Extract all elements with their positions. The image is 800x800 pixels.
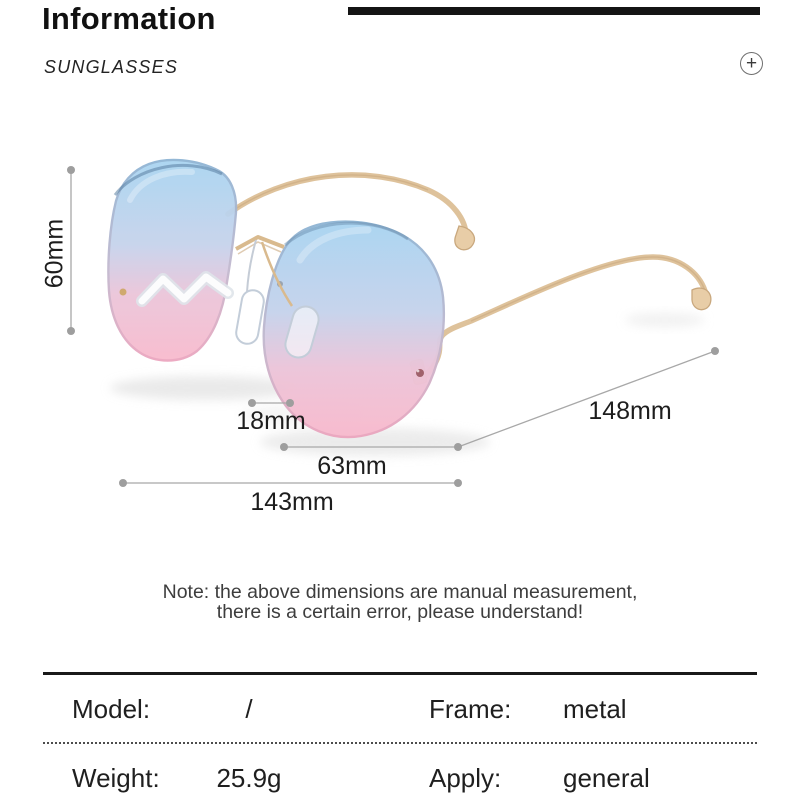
note-line-1: Note: the above dimensions are manual measurement,: [162, 581, 638, 603]
spec-value-frame: metal: [563, 694, 627, 724]
sunglasses-photo: [0, 130, 800, 550]
lens-height-label: 60mm: [40, 218, 69, 289]
spec-label-model: Model:: [72, 694, 151, 724]
frame-width-label: 143mm: [250, 488, 334, 516]
temple-length-label: 148mm: [588, 397, 672, 425]
spec-value-weight: 25.9g: [216, 763, 282, 793]
specs-table: [43, 672, 757, 800]
lens-width-label: 63mm: [317, 452, 387, 480]
spec-label-apply: Apply:: [429, 763, 502, 793]
spec-row-1: [43, 675, 757, 744]
spec-label-weight: Weight:: [72, 763, 160, 793]
spec-value-apply: general: [563, 763, 650, 793]
spec-value-model: /: [245, 694, 253, 724]
header-accent-bar: [348, 7, 760, 15]
rivet-icon: [120, 289, 127, 296]
nose-bridge-label: 18mm: [236, 407, 306, 435]
left-lens: [108, 160, 236, 361]
plus-glyph: +: [745, 53, 758, 74]
page-title: Information: [42, 1, 216, 36]
product-type-subtitle: SUNGLASSES: [44, 57, 179, 77]
note-line-2: there is a certain error, please understand!: [216, 601, 584, 623]
zoom-in-icon[interactable]: [740, 52, 763, 75]
spec-row-2: [43, 744, 757, 800]
measurement-note: [0, 582, 800, 622]
spec-label-frame: Frame:: [429, 694, 512, 724]
